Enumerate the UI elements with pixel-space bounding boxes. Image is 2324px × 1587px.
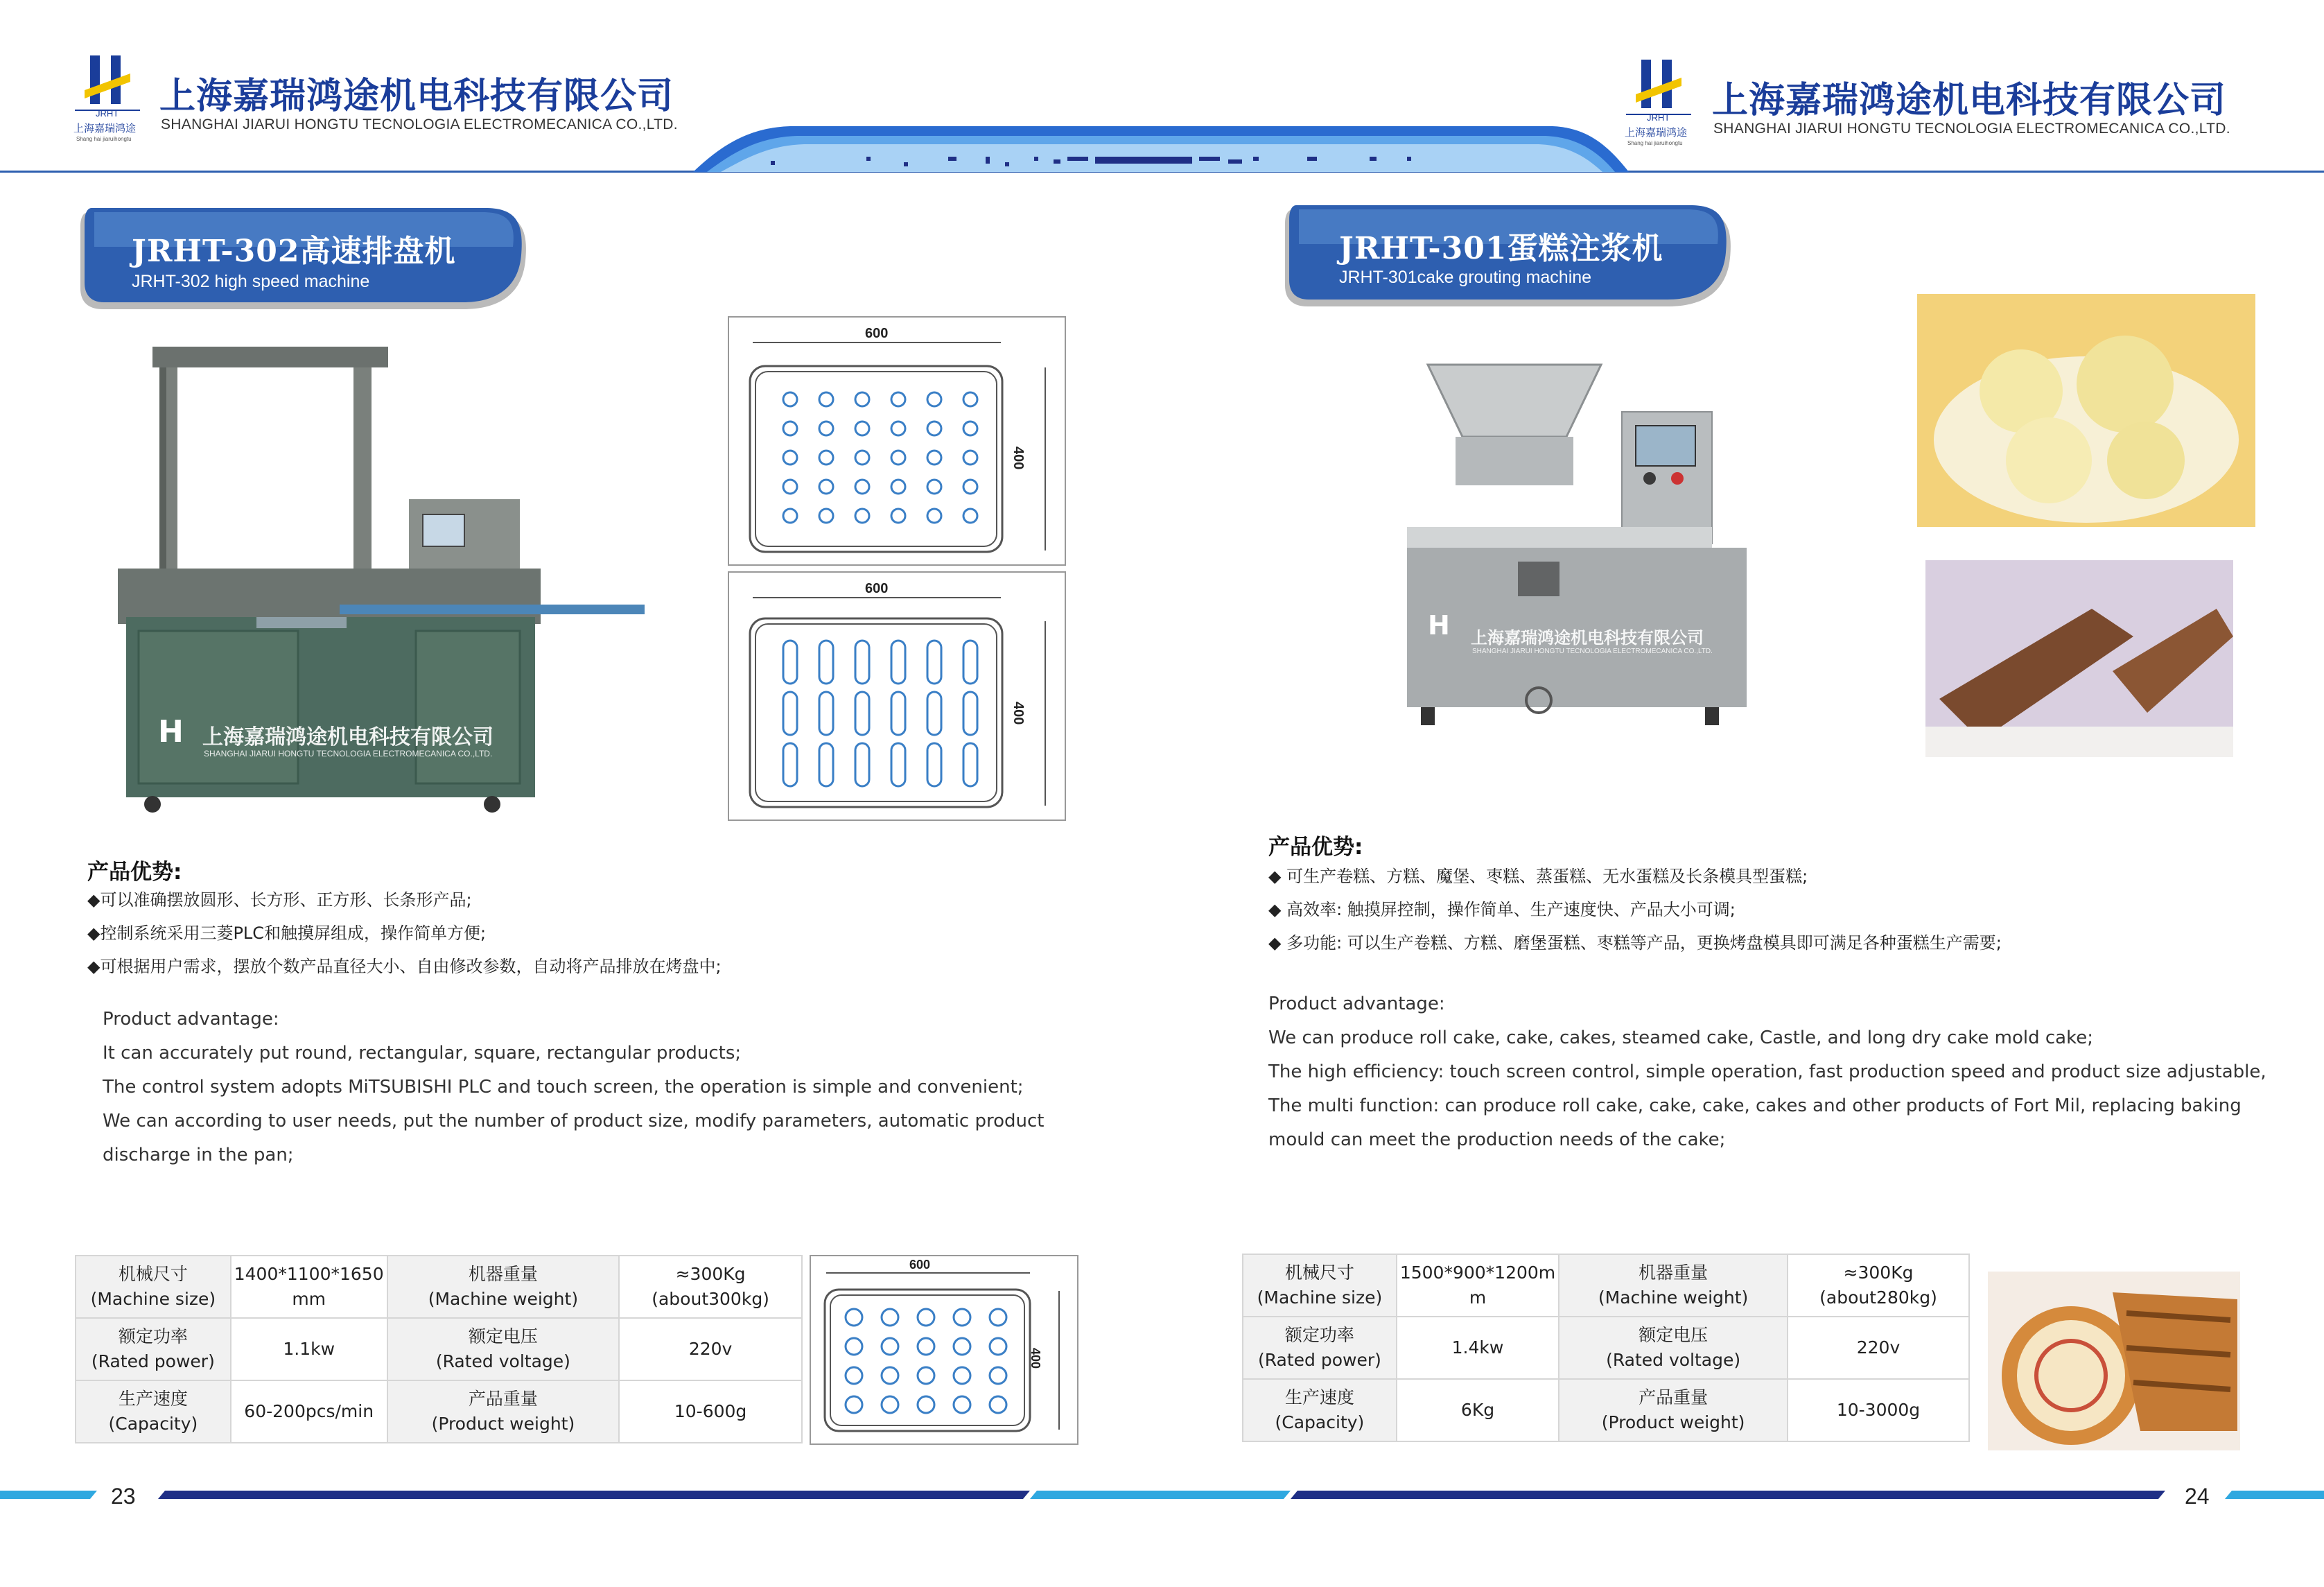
right-advantages-cn xyxy=(1268,860,2002,960)
steamed-cake-photo xyxy=(1917,294,2255,527)
right-advantages-en xyxy=(1268,987,2266,1157)
logo-caption-small-right: Shang hai jiaruihongtu xyxy=(1627,140,1683,146)
spec-label: 额定电压 (Rated voltage) xyxy=(387,1318,620,1380)
right-advantage-en-2: We can produce roll cake, cake, cakes, steamed cake, Castle, and long dry cake mold cake; xyxy=(1268,1027,2093,1048)
logo-caption-cn-right: 上海嘉瑞鸿途 xyxy=(1625,126,1688,139)
table-row xyxy=(76,1318,802,1380)
spec-value: ≈300Kg (about300kg) xyxy=(619,1256,802,1318)
spec-label: 生产速度 (Capacity) xyxy=(76,1380,231,1443)
right-advantage-en-1: Product advantage: xyxy=(1268,994,1445,1014)
spec-value: 6Kg xyxy=(1397,1379,1559,1441)
right-watermark-icon: H xyxy=(1428,610,1450,641)
left-spec-table xyxy=(75,1255,803,1443)
left-advantage-cn-2: ◆控制系统采用三菱PLC和触摸屏组成，操作简单方便; xyxy=(87,923,487,943)
spec-value: 1500*900*1200m m xyxy=(1397,1254,1559,1317)
spec-label: 机器重量 (Machine weight) xyxy=(387,1256,620,1318)
right-product-title: JRHT-301蛋糕注浆机 xyxy=(1339,231,1663,266)
left-advantage-en-3: The control system adopts MiTSUBISHI PLC and touch screen, the operation is simple and convenient; xyxy=(103,1077,1024,1098)
right-spec-table xyxy=(1242,1254,1970,1442)
left-watermark-cn: 上海嘉瑞鸿途机电科技有限公司 xyxy=(202,725,493,749)
left-advantage-en-1: Product advantage: xyxy=(103,1009,279,1030)
logo-caption-left: JRHT xyxy=(96,108,119,119)
left-advantage-cn-3: ◆可根据用户需求，摆放个数产品直径大小、自由修改参数，自动将产品排放在烤盘中; xyxy=(87,957,722,976)
tray2-width-label: 600 xyxy=(865,581,889,596)
page-number-left: 23 xyxy=(111,1484,136,1509)
company-name-cn-left: 上海嘉瑞鸿途机电科技有限公司 xyxy=(159,76,674,117)
spec-value: 220v xyxy=(619,1318,802,1380)
spec-label: 额定功率 (Rated power) xyxy=(76,1318,231,1380)
spec-value: 1400*1100*1650 mm xyxy=(231,1256,387,1318)
spec-value: 1.1kw xyxy=(231,1318,387,1380)
spec-label: 产品重量 (Product weight) xyxy=(387,1380,620,1443)
right-watermark-en: SHANGHAI JIARUI HONGTU TECNOLOGIA ELECTROMECANICA CO.,LTD. xyxy=(1472,648,1713,655)
table-row xyxy=(1243,1317,1969,1379)
logo-caption-right: JRHT xyxy=(1647,112,1670,123)
logo-caption-small-left: Shang hai jiaruihongtu xyxy=(76,136,132,142)
table-row xyxy=(1243,1379,1969,1441)
tray-diagram-circles xyxy=(728,316,1066,566)
tray1-width-label: 600 xyxy=(865,326,889,341)
left-product-title: JRHT-302高速排盘机 xyxy=(132,234,456,269)
spec-value: 10-3000g xyxy=(1788,1379,1969,1441)
page-number-right: 24 xyxy=(2185,1484,2210,1509)
spec-label: 额定功率 (Rated power) xyxy=(1243,1317,1397,1379)
spec-value: 220v xyxy=(1788,1317,1969,1379)
table-row xyxy=(1243,1254,1969,1317)
spec-label: 产品重量 (Product weight) xyxy=(1559,1379,1788,1441)
company-name-cn-right: 上海嘉瑞鸿途机电科技有限公司 xyxy=(1712,80,2227,121)
tray1-height-label: 400 xyxy=(1011,446,1026,470)
spec-value: ≈300Kg (about280kg) xyxy=(1788,1254,1969,1317)
left-advantage-en-5: discharge in the pan; xyxy=(103,1145,294,1165)
right-advantage-cn-1: ◆ 可生产卷糕、方糕、魔堡、枣糕、蒸蛋糕、无水蛋糕及长条模具型蛋糕; xyxy=(1268,867,1808,886)
left-watermark-en: SHANGHAI JIARUI HONGTU TECNOLOGIA ELECTROMECANICA CO.,LTD. xyxy=(204,749,493,758)
right-advantage-cn-3: ◆ 多功能: 可以生产卷糕、方糕、磨堡蛋糕、枣糕等产品，更换烤盘模具即可满足各种蛋糕生产需要; xyxy=(1268,933,2002,953)
sponge-cake-photo xyxy=(1925,560,2233,757)
footer-bars xyxy=(0,1488,2324,1504)
company-name-en-left: SHANGHAI JIARUI HONGTU TECNOLOGIA ELECTROMECANICA CO.,LTD. xyxy=(161,116,678,132)
left-advantage-en-2: It can accurately put round, rectangular, square, rectangular products; xyxy=(103,1043,742,1064)
spec-value: 60-200pcs/min xyxy=(231,1380,387,1443)
tray2-height-label: 400 xyxy=(1011,702,1026,725)
left-advantages-en xyxy=(103,1003,1045,1172)
right-watermark-cn: 上海嘉瑞鸿途机电科技有限公司 xyxy=(1471,628,1704,648)
spec-label: 机械尺寸 (Machine size) xyxy=(1243,1254,1397,1317)
table-row xyxy=(76,1380,802,1443)
spec-label: 机械尺寸 (Machine size) xyxy=(76,1256,231,1318)
left-watermark-icon: H xyxy=(158,714,184,749)
logo-caption-cn-left: 上海嘉瑞鸿途 xyxy=(73,122,137,135)
spec-label: 额定电压 (Rated voltage) xyxy=(1559,1317,1788,1379)
header-pixel-pattern xyxy=(762,154,1456,169)
tray3-width-label: 600 xyxy=(909,1258,931,1272)
left-advantage-en-4: We can according to user needs, put the number of product size, modify parameters, automatic product xyxy=(103,1111,1045,1131)
company-name-en-right: SHANGHAI JIARUI HONGTU TECNOLOGIA ELECTROMECANICA CO.,LTD. xyxy=(1713,121,2230,137)
spec-value: 1.4kw xyxy=(1397,1317,1559,1379)
left-product-subtitle: JRHT-302 high speed machine xyxy=(132,272,370,291)
right-advantage-cn-2: ◆ 高效率: 触摸屏控制，操作简单、生产速度快、产品大小可调; xyxy=(1268,900,1736,919)
right-advantage-en-5: mould can meet the production needs of the cake; xyxy=(1268,1129,1726,1150)
right-advantages-heading: 产品优势: xyxy=(1268,835,1363,860)
right-advantage-en-4: The multi function: can produce roll cake, cake, cake, cakes and other products of Fort Mil, replacing baking xyxy=(1268,1095,2242,1116)
table-row xyxy=(76,1256,802,1318)
left-advantage-cn-1: ◆可以准确摆放圆形、长方形、正方形、长条形产品; xyxy=(87,890,472,910)
tray-diagram-small xyxy=(810,1255,1078,1445)
spec-label: 生产速度 (Capacity) xyxy=(1243,1379,1397,1441)
right-product-subtitle: JRHT-301cake grouting machine xyxy=(1339,268,1592,287)
spec-label: 机器重量 (Machine weight) xyxy=(1559,1254,1788,1317)
left-advantages-cn xyxy=(87,883,722,983)
right-machine-photo xyxy=(1393,354,1754,742)
tray-diagram-ovals xyxy=(728,571,1066,821)
roll-cake-photo xyxy=(1988,1272,2240,1450)
tray3-height-label: 400 xyxy=(1029,1348,1042,1369)
left-advantages-heading: 产品优势: xyxy=(87,860,182,885)
spec-value: 10-600g xyxy=(619,1380,802,1443)
right-advantage-en-3: The high efficiency: touch screen control, simple operation, fast production speed and product size adjustable, xyxy=(1268,1061,2266,1082)
